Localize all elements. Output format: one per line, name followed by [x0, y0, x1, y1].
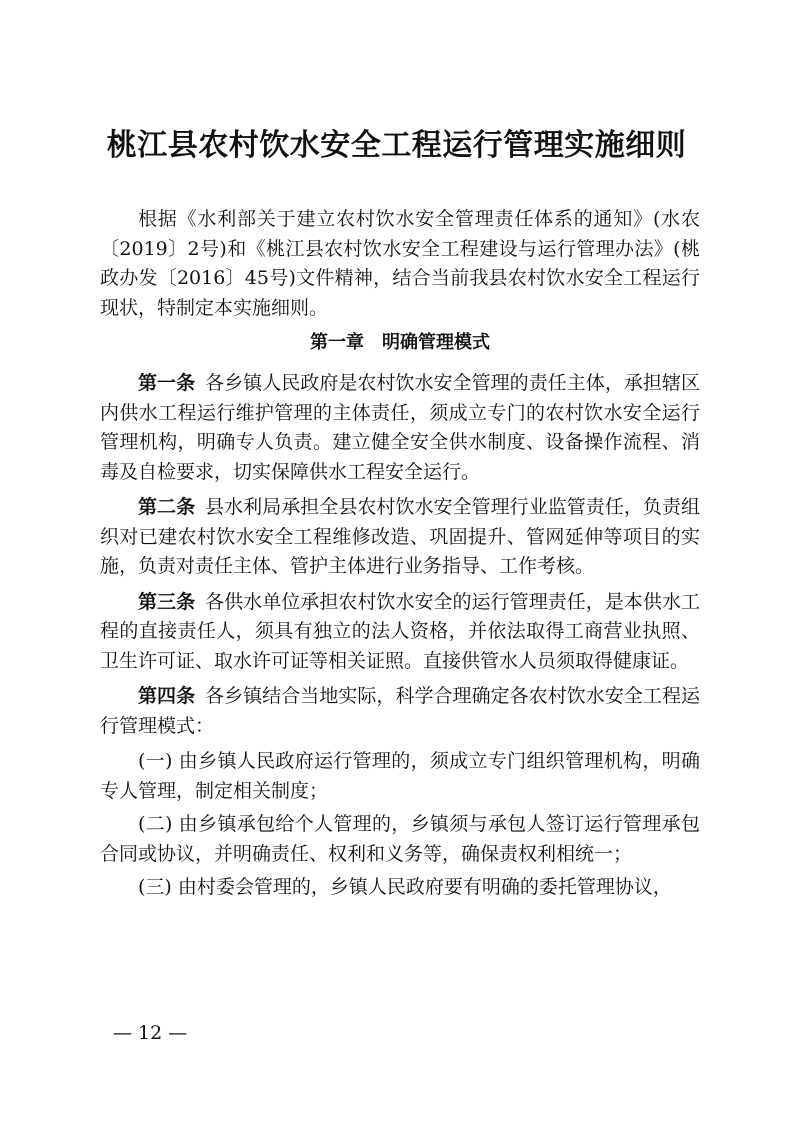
page-number: — 12 — [113, 1022, 188, 1044]
intro-paragraph: 根据《水利部关于建立农村饮水安全管理责任体系的通知》(水农〔2019〕2号)和《桃江县农村饮水安全工程建设与运行管理办法》(桃政办发〔2016〕45号)文件精神，结合当前我县农村饮水安全工程运行现状，特制定本实施细则。 [100, 208, 700, 319]
article-paragraph [100, 493, 700, 582]
chapter-heading: 第一章 明确管理模式 [310, 332, 490, 353]
document-title: 桃江县农村饮水安全工程运行管理实施细则 [106, 128, 687, 163]
article-text: 各供水单位承担农村饮水安全的运行管理责任，是本供水工程的直接责任人，须具有独立的法人资格，并依法取得工商营业执照、卫生许可证、取水许可证等相关证照。直接供管水人员须取得健康证。 [100, 590, 700, 672]
sub-item: (一) 由乡镇人民政府运行管理的，须成立专门组织管理机构，明确专人管理，制定相关制度； [100, 750, 700, 802]
article-lead: 第四条 [138, 685, 196, 707]
article-lead: 第三条 [138, 590, 196, 613]
article-paragraph [100, 682, 700, 741]
article-paragraph [100, 588, 700, 677]
sub-item: (二) 由乡镇承包给个人管理的，乡镇须与承包人签订运行管理承包合同或协议，并明确责任、权利和义务等，确保责权利相统一； [100, 813, 700, 865]
article-text: 县水利局承担全县农村饮水安全管理行业监管责任，负责组织对已建农村饮水安全工程维修改造、巩固提升、管网延伸等项目的实施，负责对责任主体、管护主体进行业务指导、工作考核。 [100, 496, 700, 577]
article-lead: 第二条 [138, 496, 196, 518]
sub-item: (三) 由村委会管理的，乡镇人民政府要有明确的委托管理协议， [138, 876, 672, 898]
document-body [100, 205, 700, 907]
article-text: 各乡镇人民政府是农村饮水安全管理的责任主体，承担辖区内供水工程运行维护管理的主体责任，须成立专门的农村饮水安全运行管理机构，明确专人负责。建立健全安全供水制度、设备操作流程、消毒及自检要求，切实保障供水工程安全运行。 [100, 372, 700, 483]
article-text: 各乡镇结合当地实际，科学合理确定各农村饮水安全工程运行管理模式： [100, 685, 700, 737]
article-lead: 第一条 [138, 372, 196, 394]
article-paragraph [100, 369, 700, 487]
